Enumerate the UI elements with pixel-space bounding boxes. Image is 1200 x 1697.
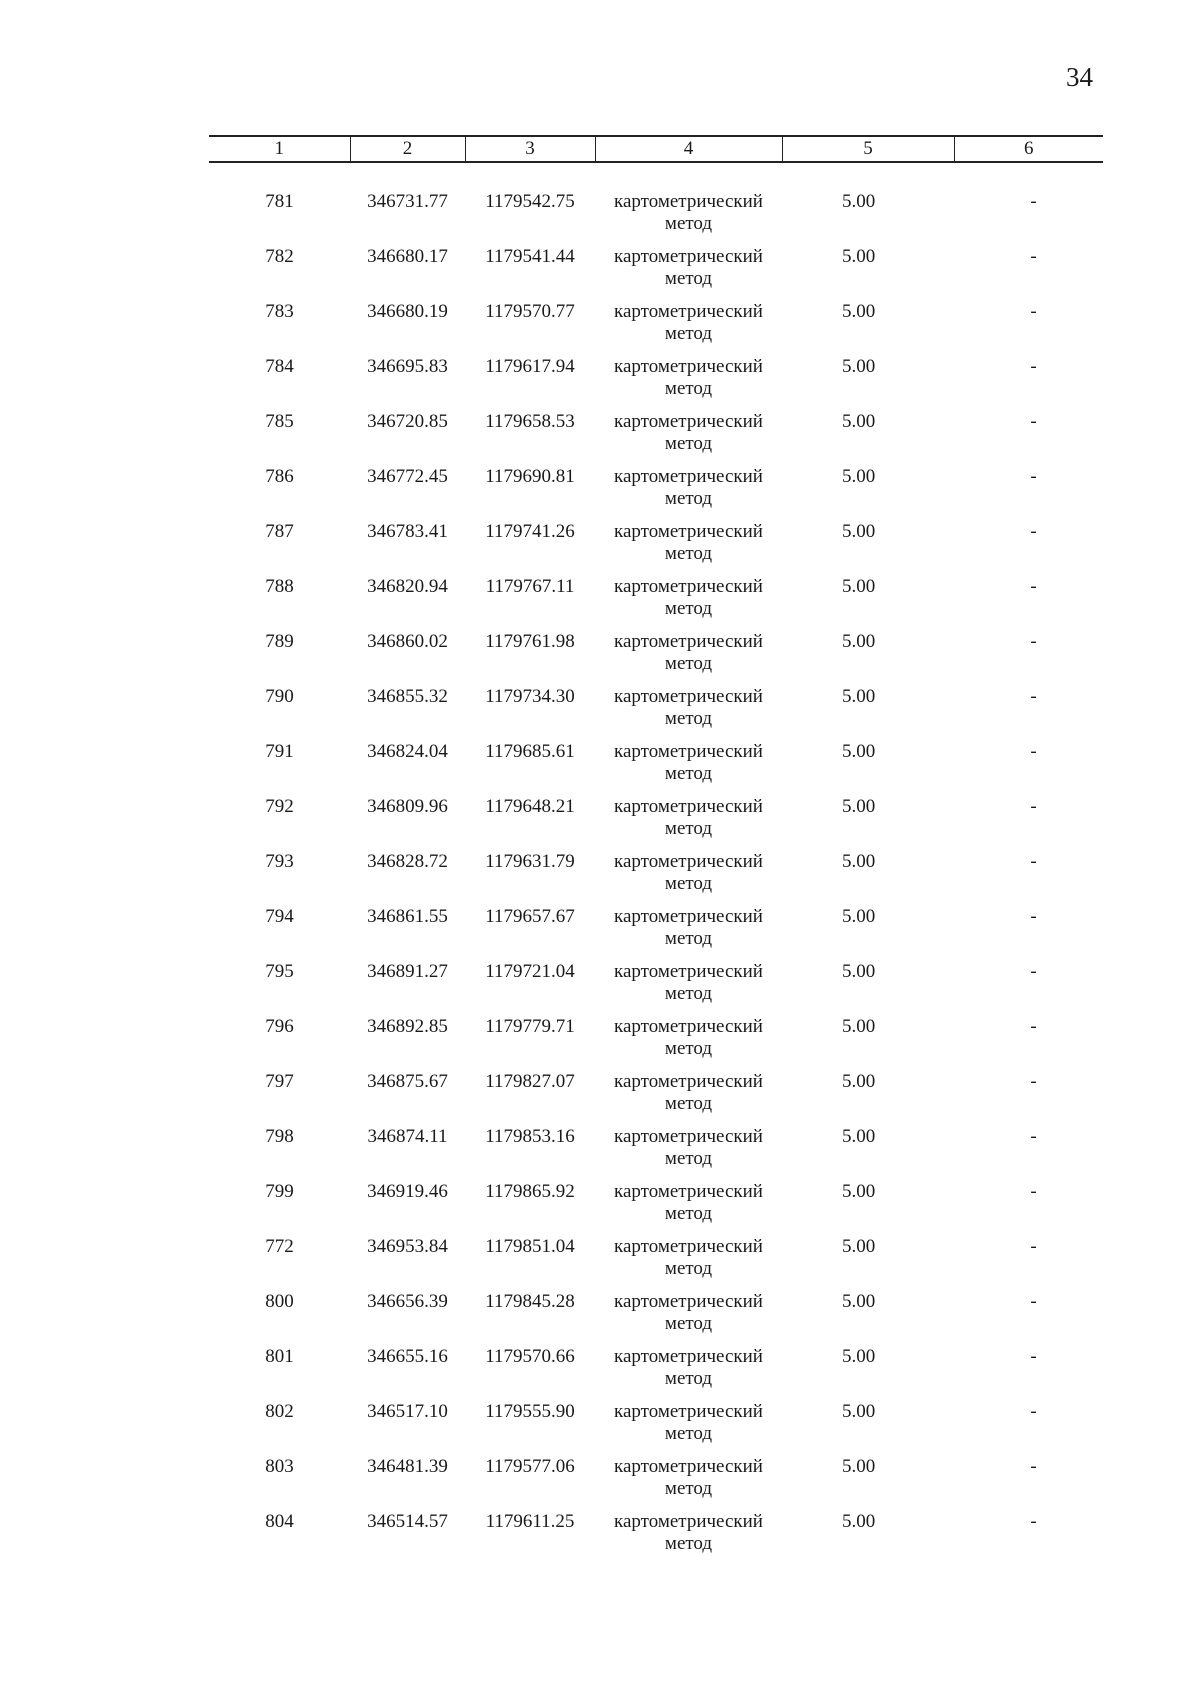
note-cell: - bbox=[1030, 356, 1037, 377]
point-number-cell: 786 bbox=[265, 466, 294, 487]
y-coordinate-cell: 1179631.79 bbox=[485, 851, 575, 872]
point-number-cell: 785 bbox=[265, 411, 294, 432]
note-cell: - bbox=[1030, 466, 1037, 487]
method-text-line: картометрический bbox=[614, 1511, 763, 1532]
accuracy-cell: 5.00 bbox=[842, 686, 876, 707]
accuracy-cell: 5.00 bbox=[842, 741, 876, 762]
table-row bbox=[209, 961, 1103, 1016]
method-text-line: картометрический bbox=[614, 576, 763, 597]
column-header: 6 bbox=[954, 136, 1103, 162]
y-coordinate-cell: 1179570.66 bbox=[485, 1346, 575, 1367]
accuracy-cell: 5.00 bbox=[842, 1401, 876, 1422]
method-text-line: картометрический bbox=[614, 1181, 763, 1202]
point-number-cell: 783 bbox=[265, 301, 294, 322]
method-cell bbox=[595, 1126, 782, 1181]
y-coordinate-cell: 1179767.11 bbox=[485, 576, 575, 597]
note-cell: - bbox=[1030, 1401, 1037, 1422]
point-number-cell: 791 bbox=[265, 741, 294, 762]
method-cell bbox=[595, 686, 782, 741]
table-row bbox=[209, 246, 1103, 301]
accuracy-cell: 5.00 bbox=[842, 576, 876, 597]
table-row bbox=[209, 1236, 1103, 1291]
accuracy-cell: 5.00 bbox=[842, 1456, 876, 1477]
method-cell bbox=[595, 741, 782, 796]
point-number-cell: 792 bbox=[265, 796, 294, 817]
table-row bbox=[209, 631, 1103, 686]
table-row bbox=[209, 906, 1103, 961]
method-cell bbox=[595, 1236, 782, 1291]
method-text-line: метод bbox=[664, 1313, 713, 1334]
y-coordinate-cell: 1179734.30 bbox=[485, 686, 575, 707]
accuracy-cell: 5.00 bbox=[842, 411, 876, 432]
y-coordinate-cell: 1179555.90 bbox=[485, 1401, 575, 1422]
accuracy-cell: 5.00 bbox=[842, 466, 876, 487]
accuracy-cell: 5.00 bbox=[842, 521, 876, 542]
table-row bbox=[209, 1291, 1103, 1346]
x-coordinate-cell: 346720.85 bbox=[367, 411, 448, 432]
method-cell bbox=[595, 631, 782, 686]
accuracy-cell: 5.00 bbox=[842, 1016, 876, 1037]
note-cell: - bbox=[1030, 741, 1037, 762]
method-cell bbox=[595, 521, 782, 576]
method-text-line: метод bbox=[664, 1038, 713, 1059]
column-header: 1 bbox=[209, 136, 350, 162]
table-row bbox=[209, 686, 1103, 741]
table-row bbox=[209, 1126, 1103, 1181]
point-number-cell: 798 bbox=[265, 1126, 294, 1147]
y-coordinate-cell: 1179721.04 bbox=[485, 961, 575, 982]
header-spacer bbox=[209, 162, 1103, 191]
method-text-line: метод bbox=[664, 1478, 713, 1499]
page-number: 34 bbox=[1066, 62, 1093, 92]
method-text-line: картометрический bbox=[614, 1401, 763, 1422]
y-coordinate-cell: 1179541.44 bbox=[485, 246, 575, 267]
y-coordinate-cell: 1179853.16 bbox=[485, 1126, 575, 1147]
x-coordinate-cell: 346655.16 bbox=[367, 1346, 448, 1367]
note-cell: - bbox=[1030, 1236, 1037, 1257]
table-row bbox=[209, 851, 1103, 906]
column-header: 4 bbox=[595, 136, 782, 162]
method-text-line: метод bbox=[664, 543, 713, 564]
y-coordinate-cell: 1179685.61 bbox=[485, 741, 575, 762]
note-cell: - bbox=[1030, 1071, 1037, 1092]
method-cell bbox=[595, 246, 782, 301]
point-number-cell: 772 bbox=[265, 1236, 294, 1257]
method-text-line: метод bbox=[664, 818, 713, 839]
method-text-line: метод bbox=[664, 983, 713, 1004]
y-coordinate-cell: 1179851.04 bbox=[485, 1236, 575, 1257]
method-cell bbox=[595, 906, 782, 961]
note-cell: - bbox=[1030, 1346, 1037, 1367]
method-text-line: картометрический bbox=[614, 1126, 763, 1147]
accuracy-cell: 5.00 bbox=[842, 1511, 876, 1532]
table-row bbox=[209, 741, 1103, 796]
accuracy-cell: 5.00 bbox=[842, 906, 876, 927]
table-row bbox=[209, 356, 1103, 411]
x-coordinate-cell: 346783.41 bbox=[367, 521, 448, 542]
x-coordinate-cell: 346820.94 bbox=[367, 576, 448, 597]
point-number-cell: 793 bbox=[265, 851, 294, 872]
x-coordinate-cell: 346481.39 bbox=[367, 1456, 448, 1477]
y-coordinate-cell: 1179761.98 bbox=[485, 631, 575, 652]
method-cell bbox=[595, 1016, 782, 1071]
method-text-line: метод bbox=[664, 1423, 713, 1444]
method-cell bbox=[595, 466, 782, 521]
column-header: 5 bbox=[782, 136, 954, 162]
x-coordinate-cell: 346656.39 bbox=[367, 1291, 448, 1312]
method-text-line: метод bbox=[664, 268, 713, 289]
method-text-line: картометрический bbox=[614, 961, 763, 982]
method-text-line: метод bbox=[664, 378, 713, 399]
table-body bbox=[209, 162, 1103, 1566]
table-row bbox=[209, 411, 1103, 466]
y-coordinate-cell: 1179779.71 bbox=[485, 1016, 575, 1037]
method-cell bbox=[595, 1401, 782, 1456]
method-text-line: картометрический bbox=[614, 1236, 763, 1257]
method-text-line: метод bbox=[664, 873, 713, 894]
accuracy-cell: 5.00 bbox=[842, 631, 876, 652]
accuracy-cell: 5.00 bbox=[842, 961, 876, 982]
y-coordinate-cell: 1179741.26 bbox=[485, 521, 575, 542]
x-coordinate-cell: 346695.83 bbox=[367, 356, 448, 377]
method-cell bbox=[595, 191, 782, 246]
method-cell bbox=[595, 576, 782, 631]
x-coordinate-cell: 346772.45 bbox=[367, 466, 448, 487]
accuracy-cell: 5.00 bbox=[842, 1181, 876, 1202]
method-text-line: картометрический bbox=[614, 1016, 763, 1037]
method-text-line: картометрический bbox=[614, 851, 763, 872]
note-cell: - bbox=[1030, 246, 1037, 267]
x-coordinate-cell: 346891.27 bbox=[367, 961, 448, 982]
method-text-line: метод bbox=[664, 928, 713, 949]
method-text-line: картометрический bbox=[614, 1346, 763, 1367]
point-number-cell: 797 bbox=[265, 1071, 294, 1092]
note-cell: - bbox=[1030, 1291, 1037, 1312]
table-row bbox=[209, 1071, 1103, 1126]
method-cell bbox=[595, 301, 782, 356]
accuracy-cell: 5.00 bbox=[842, 1071, 876, 1092]
method-text-line: картометрический bbox=[614, 906, 763, 927]
y-coordinate-cell: 1179577.06 bbox=[485, 1456, 575, 1477]
point-number-cell: 784 bbox=[265, 356, 294, 377]
method-text-line: метод bbox=[664, 1258, 713, 1279]
x-coordinate-cell: 346874.11 bbox=[367, 1126, 448, 1147]
method-text-line: метод bbox=[664, 1203, 713, 1224]
method-text-line: метод bbox=[664, 653, 713, 674]
note-cell: - bbox=[1030, 796, 1037, 817]
method-text-line: картометрический bbox=[614, 1291, 763, 1312]
table-row bbox=[209, 191, 1103, 246]
point-number-cell: 799 bbox=[265, 1181, 294, 1202]
method-text-line: метод bbox=[664, 433, 713, 454]
note-cell: - bbox=[1030, 686, 1037, 707]
method-text-line: метод bbox=[664, 1533, 713, 1554]
method-cell bbox=[595, 1071, 782, 1126]
x-coordinate-cell: 346731.77 bbox=[367, 191, 448, 212]
accuracy-cell: 5.00 bbox=[842, 1126, 876, 1147]
note-cell: - bbox=[1030, 1181, 1037, 1202]
table-header-row bbox=[209, 136, 1103, 162]
x-coordinate-cell: 346875.67 bbox=[367, 1071, 448, 1092]
accuracy-cell: 5.00 bbox=[842, 246, 876, 267]
y-coordinate-cell: 1179658.53 bbox=[485, 411, 575, 432]
x-coordinate-cell: 346514.57 bbox=[367, 1511, 448, 1532]
method-cell bbox=[595, 1511, 782, 1566]
method-cell bbox=[595, 1346, 782, 1401]
table-row bbox=[209, 1346, 1103, 1401]
method-cell bbox=[595, 411, 782, 466]
y-coordinate-cell: 1179865.92 bbox=[485, 1181, 575, 1202]
y-coordinate-cell: 1179570.77 bbox=[485, 301, 575, 322]
table-row bbox=[209, 1456, 1103, 1511]
method-text-line: картометрический bbox=[614, 1456, 763, 1477]
y-coordinate-cell: 1179845.28 bbox=[485, 1291, 575, 1312]
column-header: 3 bbox=[465, 136, 595, 162]
table-row bbox=[209, 1511, 1103, 1566]
point-number-cell: 787 bbox=[265, 521, 294, 542]
accuracy-cell: 5.00 bbox=[842, 851, 876, 872]
accuracy-cell: 5.00 bbox=[842, 1346, 876, 1367]
method-text-line: картометрический bbox=[614, 631, 763, 652]
method-text-line: метод bbox=[664, 1093, 713, 1114]
note-cell: - bbox=[1030, 1126, 1037, 1147]
method-cell bbox=[595, 1291, 782, 1346]
note-cell: - bbox=[1030, 191, 1037, 212]
method-cell bbox=[595, 796, 782, 851]
accuracy-cell: 5.00 bbox=[842, 356, 876, 377]
accuracy-cell: 5.00 bbox=[842, 191, 876, 212]
x-coordinate-cell: 346809.96 bbox=[367, 796, 448, 817]
note-cell: - bbox=[1030, 576, 1037, 597]
method-cell bbox=[595, 1456, 782, 1511]
point-number-cell: 803 bbox=[265, 1456, 294, 1477]
method-text-line: картометрический bbox=[614, 411, 763, 432]
x-coordinate-cell: 346680.19 bbox=[367, 301, 448, 322]
x-coordinate-cell: 346680.17 bbox=[367, 246, 448, 267]
point-number-cell: 789 bbox=[265, 631, 294, 652]
method-text-line: картометрический bbox=[614, 191, 763, 212]
note-cell: - bbox=[1030, 631, 1037, 652]
method-text-line: метод bbox=[664, 213, 713, 234]
x-coordinate-cell: 346953.84 bbox=[367, 1236, 448, 1257]
method-text-line: картометрический bbox=[614, 1071, 763, 1092]
x-coordinate-cell: 346855.32 bbox=[367, 686, 448, 707]
accuracy-cell: 5.00 bbox=[842, 1236, 876, 1257]
y-coordinate-cell: 1179648.21 bbox=[485, 796, 575, 817]
table-row bbox=[209, 576, 1103, 631]
table-row bbox=[209, 1181, 1103, 1236]
table-row bbox=[209, 796, 1103, 851]
table-row bbox=[209, 466, 1103, 521]
method-cell bbox=[595, 356, 782, 411]
method-cell bbox=[595, 1181, 782, 1236]
method-text-line: метод bbox=[664, 708, 713, 729]
point-number-cell: 800 bbox=[265, 1291, 294, 1312]
table-row bbox=[209, 1401, 1103, 1456]
method-text-line: метод bbox=[664, 1368, 713, 1389]
method-text-line: метод bbox=[664, 763, 713, 784]
method-text-line: картометрический bbox=[614, 301, 763, 322]
x-coordinate-cell: 346517.10 bbox=[367, 1401, 448, 1422]
note-cell: - bbox=[1030, 851, 1037, 872]
point-number-cell: 802 bbox=[265, 1401, 294, 1422]
accuracy-cell: 5.00 bbox=[842, 301, 876, 322]
column-header: 2 bbox=[350, 136, 465, 162]
y-coordinate-cell: 1179827.07 bbox=[485, 1071, 575, 1092]
method-text-line: картометрический bbox=[614, 246, 763, 267]
note-cell: - bbox=[1030, 906, 1037, 927]
note-cell: - bbox=[1030, 1511, 1037, 1532]
x-coordinate-cell: 346824.04 bbox=[367, 741, 448, 762]
method-text-line: картометрический bbox=[614, 356, 763, 377]
note-cell: - bbox=[1030, 521, 1037, 542]
method-text-line: картометрический bbox=[614, 741, 763, 762]
table-row bbox=[209, 301, 1103, 356]
method-text-line: картометрический bbox=[614, 466, 763, 487]
accuracy-cell: 5.00 bbox=[842, 1291, 876, 1312]
point-number-cell: 782 bbox=[265, 246, 294, 267]
method-text-line: метод bbox=[664, 323, 713, 344]
y-coordinate-cell: 1179657.67 bbox=[485, 906, 575, 927]
y-coordinate-cell: 1179611.25 bbox=[485, 1511, 575, 1532]
accuracy-cell: 5.00 bbox=[842, 796, 876, 817]
note-cell: - bbox=[1030, 411, 1037, 432]
method-text-line: картометрический bbox=[614, 796, 763, 817]
point-number-cell: 795 bbox=[265, 961, 294, 982]
method-text-line: метод bbox=[664, 1148, 713, 1169]
x-coordinate-cell: 346919.46 bbox=[367, 1181, 448, 1202]
method-text-line: картометрический bbox=[614, 686, 763, 707]
method-text-line: метод bbox=[664, 488, 713, 509]
x-coordinate-cell: 346860.02 bbox=[367, 631, 448, 652]
x-coordinate-cell: 346828.72 bbox=[367, 851, 448, 872]
point-number-cell: 781 bbox=[265, 191, 294, 212]
note-cell: - bbox=[1030, 1456, 1037, 1477]
y-coordinate-cell: 1179617.94 bbox=[485, 356, 575, 377]
x-coordinate-cell: 346892.85 bbox=[367, 1016, 448, 1037]
point-number-cell: 790 bbox=[265, 686, 294, 707]
point-number-cell: 788 bbox=[265, 576, 294, 597]
table-row bbox=[209, 521, 1103, 576]
method-cell bbox=[595, 961, 782, 1016]
x-coordinate-cell: 346861.55 bbox=[367, 906, 448, 927]
point-number-cell: 796 bbox=[265, 1016, 294, 1037]
note-cell: - bbox=[1030, 961, 1037, 982]
point-number-cell: 794 bbox=[265, 906, 294, 927]
method-text-line: картометрический bbox=[614, 521, 763, 542]
note-cell: - bbox=[1030, 1016, 1037, 1037]
point-number-cell: 801 bbox=[265, 1346, 294, 1367]
method-text-line: метод bbox=[664, 598, 713, 619]
y-coordinate-cell: 1179690.81 bbox=[485, 466, 575, 487]
method-cell bbox=[595, 851, 782, 906]
coordinates-table bbox=[209, 135, 1103, 1566]
point-number-cell: 804 bbox=[265, 1511, 294, 1532]
y-coordinate-cell: 1179542.75 bbox=[485, 191, 575, 212]
table-row bbox=[209, 1016, 1103, 1071]
note-cell: - bbox=[1030, 301, 1037, 322]
